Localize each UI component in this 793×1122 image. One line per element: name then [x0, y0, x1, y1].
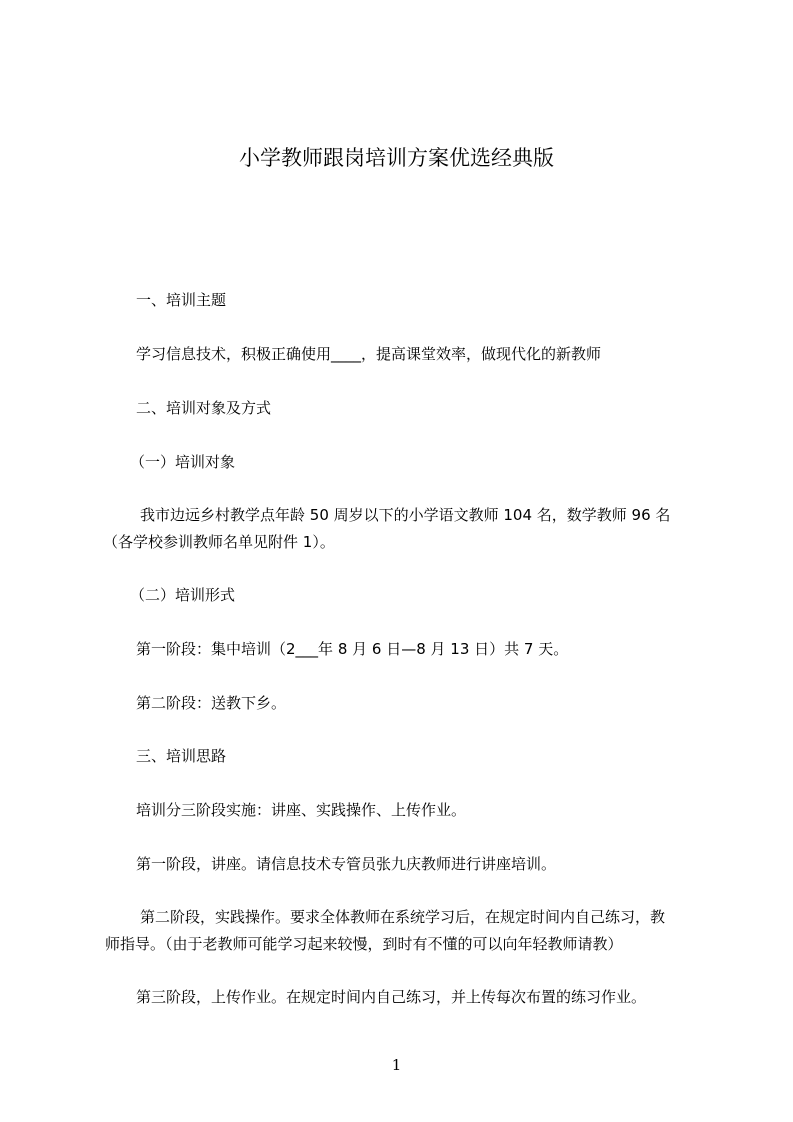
section-heading-training-theme: 一、培训主题	[136, 291, 227, 309]
stage-one-concentrated-training: 第一阶段：集中培训（2___年 8 月 6 日—8 月 13 日）共 7 天。	[136, 640, 569, 658]
approach-stage-two-line1: 第二阶段，实践操作。要求全体教师在系统学习后，在规定时间内自己练习，教	[140, 908, 666, 926]
section-heading-training-approach: 三、培训思路	[136, 747, 227, 765]
training-theme-text: 学习信息技术，积极正确使用____，提高课堂效率，做现代化的新教师	[136, 345, 602, 363]
training-target-text-line2: （各学校参训教师名单见附件 1）。	[103, 533, 335, 551]
approach-stage-one-lecture: 第一阶段，讲座。请信息技术专管员张九庆教师进行讲座培训。	[136, 855, 557, 873]
section-heading-training-target: 二、培训对象及方式	[136, 399, 272, 417]
subheading-training-target: （一）培训对象	[130, 453, 236, 471]
training-target-text-line1: 我市边远乡村教学点年龄 50 周岁以下的小学语文教师 104 名，数学教师 96 名	[140, 506, 671, 524]
document-title: 小学教师跟岗培训方案优选经典版	[239, 146, 554, 170]
approach-stage-three-upload: 第三阶段，上传作业。在规定时间内自己练习，并上传每次布置的练习作业。	[136, 988, 647, 1006]
training-approach-summary: 培训分三阶段实施：讲座、实践操作、上传作业。	[136, 801, 467, 819]
page-number: 1	[391, 1056, 402, 1074]
subheading-training-form: （二）培训形式	[130, 586, 236, 604]
approach-stage-two-line2: 师指导。（由于老教师可能学习起来较慢，到时有不懂的可以向年轻教师请教）	[105, 935, 623, 953]
stage-two-rural-teaching: 第二阶段：送教下乡。	[136, 694, 287, 712]
